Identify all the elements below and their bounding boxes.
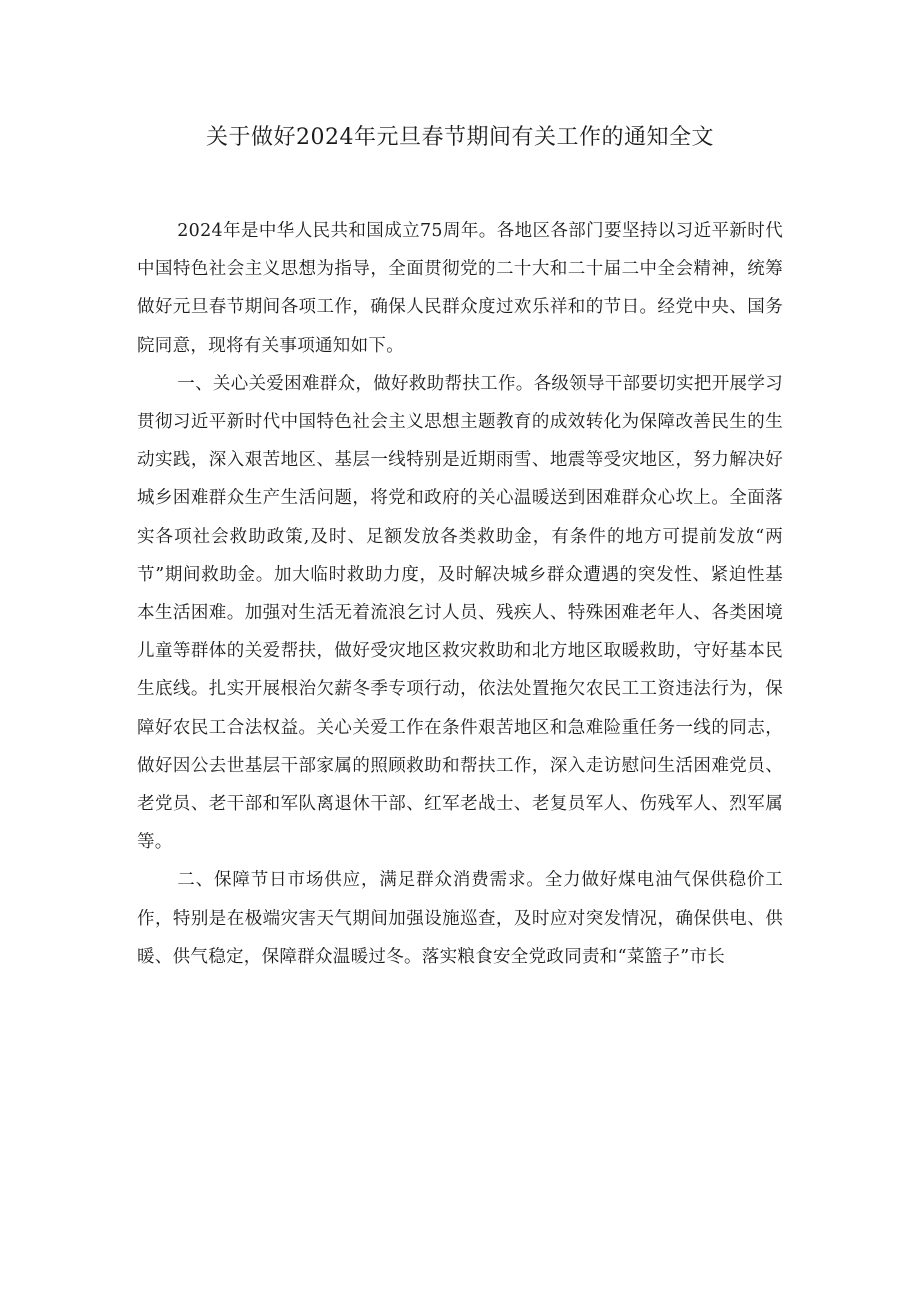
paragraph-section-one: 一、关心关爱困难群众，做好救助帮扶工作。各级领导干部要切实把开展学习贯彻习近平新时代中国特色社会主义思想主题教育的成效转化为保障改善民生的生动实践，深入艰苦地区、基层一线特别是近期雨雪、地震等受灾地区，努力解决好城乡困难群众生产生活问题，将党和政府的关心温暖送到困难群众心坎上。全面落实各项社会救助政策,及时、足额发放各类救助金，有条件的地方可提前发放“两节”期间救助金。加大临时救助力度，及时解决城乡群众遭遇的突发性、紧迫性基本生活困难。加强对生活无着流浪乞讨人员、残疾人、特殊困难老年人、各类困境儿童等群体的关爱帮扶，做好受灾地区救灾救助和北方地区取暖救助，守好基本民生底线。扎实开展根治欠薪冬季专项行动，依法处置拖欠农民工工资违法行为，保障好农民工合法权益。关心关爱工作在条件艰苦地区和急难险重任务一线的同志，做好因公去世基层干部家属的照顾救助和帮扶工作，深入走访慰问生活困难党员、老党员、老干部和军队离退休干部、红军老战士、老复员军人、伤残军人、烈军属等。 bbox=[137, 373, 783, 853]
paragraph-section-two: 二、保障节日市场供应，满足群众消费需求。全力做好煤电油气保供稳价工作，特别是在极端灾害天气期间加强设施巡查，及时应对突发情况，确保供电、供暖、供气稳定，保障群众温暖过冬。落实粮食安全党政同责和“菜篮子”市长 bbox=[137, 870, 783, 967]
paragraph-intro: 2024年是中华人民共和国成立75周年。各地区各部门要坚持以习近平新时代中国特色社会主义思想为指导，全面贯彻党的二十大和二十届二中全会精神，统筹做好元旦春节期间各项工作，确保人民群众度过欢乐祥和的节日。经党中央、国务院同意，现将有关事项通知如下。 bbox=[137, 221, 783, 356]
document-body bbox=[137, 212, 783, 976]
document-title: 关于做好2024年元旦春节期间有关工作的通知全文 bbox=[206, 125, 714, 150]
